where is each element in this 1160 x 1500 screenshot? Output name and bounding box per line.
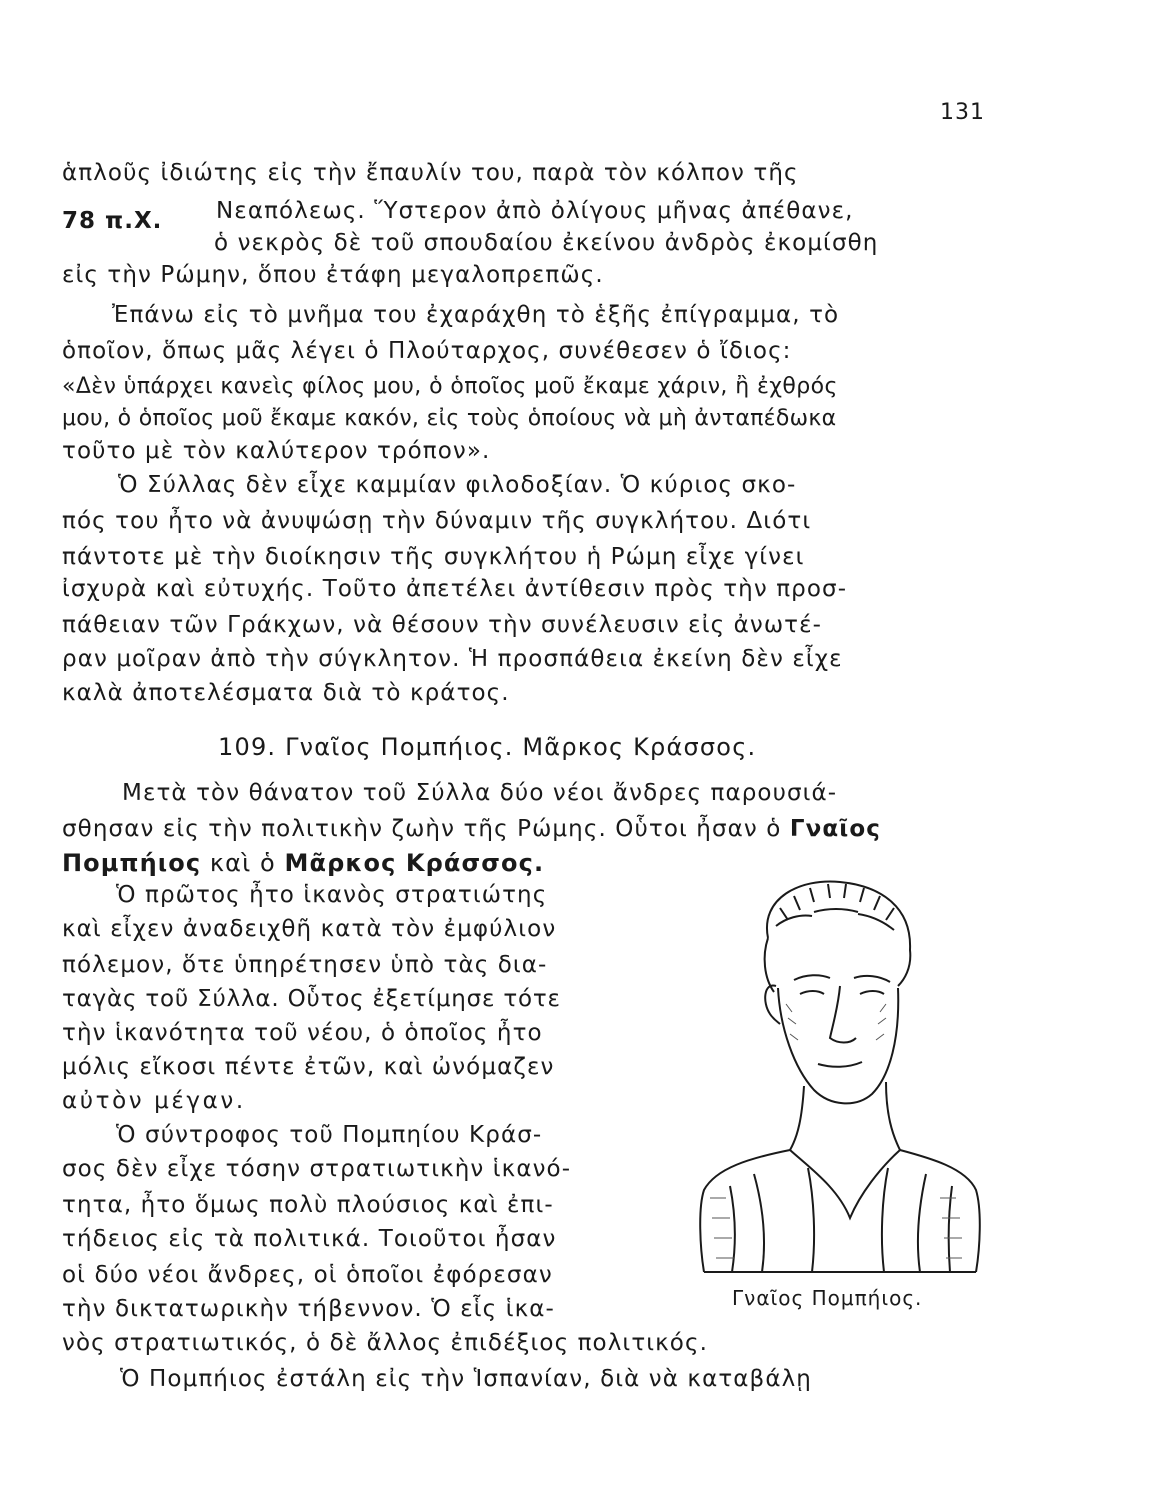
text-line: τὴν ἱκανότητα τοῦ νέου, ὁ ὁποῖος ἦτο [62, 1020, 543, 1046]
text-line: νὸς στρατιωτικός, ὁ δὲ ἄλλος ἐπιδέξιος πολιτικός. [62, 1330, 708, 1356]
text-line: Νεαπόλεως. Ὕστερον ἀπὸ ὀλίγους μῆνας ἀπέθανε, [216, 198, 854, 224]
text-line: οἱ δύο νέοι ἄνδρες, οἱ ὁποῖοι ἐφόρεσαν [62, 1262, 553, 1288]
text-line: τητα, ἦτο ὅμως πολὺ πλούσιος καὶ ἐπι- [62, 1192, 554, 1218]
text-line: μου, ὁ ὁποῖος μοῦ ἔκαμε κακόν, εἰς τοὺς ὁποίους νὰ μὴ ἀνταπέδωκα [62, 406, 837, 431]
text-line: τήδειος εἰς τὰ πολιτικά. Τοιοῦτοι ἦσαν [62, 1226, 557, 1252]
bold-name-pompeius: Πομπήιος [62, 849, 202, 877]
text-line: εἰς τὴν Ρώμην, ὅπου ἐτάφη μεγαλοπρεπῶς. [62, 262, 604, 288]
text-line: αὐτὸν μέγαν. [62, 1088, 246, 1114]
text-run: καὶ ὁ [201, 849, 285, 877]
text-line: ραν μοῖραν ἀπὸ τὴν σύγκλητον. Ἡ προσπάθεια ἐκείνη δὲν εἶχε [62, 646, 843, 672]
text-line: ταγὰς τοῦ Σύλλα. Οὗτος ἐξετίμησε τότε [62, 986, 561, 1012]
text-line [62, 814, 881, 844]
text-line: μόλις εἴκοσι πέντε ἐτῶν, καὶ ὠνόμαζεν [62, 1054, 555, 1080]
text-line: πόλεμον, ὅτε ὑπηρέτησεν ὑπὸ τὰς δια- [62, 952, 548, 978]
text-line: Ὁ πρῶτος ἦτο ἱκανὸς στρατιώτης [116, 882, 548, 908]
section-heading: 109. Γναῖος Πομπήιος. Μᾶρκος Κράσσος. [218, 733, 757, 761]
text-line: καλὰ ἀποτελέσματα διὰ τὸ κράτος. [62, 680, 510, 706]
text-line: τὴν δικτατωρικὴν τήβεννον. Ὁ εἷς ἱκα- [62, 1296, 555, 1322]
text-line: Μετὰ τὸν θάνατον τοῦ Σύλλα δύο νέοι ἄνδρες παρουσιά- [122, 780, 838, 806]
text-run: σθησαν εἰς τὴν πολιτικὴν ζωὴν τῆς Ρώμης. Οὗτοι ἦσαν ὁ [62, 816, 790, 842]
text-line: τοῦτο μὲ τὸν καλύτερον τρόπον». [62, 438, 491, 464]
text-line: πάθειαν τῶν Γράκχων, νὰ θέσουν τὴν συνέλευσιν εἰς ἀνωτέ- [62, 612, 823, 638]
text-line: Ὁ Σύλλας δὲν εἶχε καμμίαν φιλοδοξίαν. Ὁ κύριος σκο- [118, 472, 797, 498]
text-line: ὁποῖον, ὅπως μᾶς λέγει ὁ Πλούταρχος, συνέθεσεν ὁ ἴδιος: [62, 338, 792, 364]
text-line: πάντοτε μὲ τὴν διοίκησιν τῆς συγκλήτου ἡ Ρώμη εἶχε γίνει [62, 544, 805, 570]
bold-name-markos-krassos: Μᾶρκος Κράσσος. [284, 849, 545, 877]
text-line: καὶ εἶχεν ἀναδειχθῆ κατὰ τὸν ἐμφύλιον [62, 916, 557, 942]
figure-caption: Γναῖος Πομπήιος. [732, 1286, 923, 1310]
pompeius-bust-illustration [690, 868, 990, 1280]
text-line: Ἐπάνω εἰς τὸ μνῆμα του ἐχαράχθη τὸ ἑξῆς ἐπίγραμμα, τὸ [112, 302, 840, 328]
text-line: Ὁ σύντροφος τοῦ Πομπηίου Κράσ- [116, 1122, 543, 1148]
page-number: 131 [940, 100, 985, 125]
text-line: ἰσχυρὰ καὶ εὐτυχής. Τοῦτο ἀπετέλει ἀντίθεσιν πρὸς τὴν προσ- [62, 576, 848, 602]
text-line: ὁ νεκρὸς δὲ τοῦ σπουδαίου ἐκείνου ἀνδρὸς ἐκομίσθη [214, 230, 879, 256]
bold-name-gnaios: Γναῖος [789, 816, 881, 842]
text-line: «Δὲν ὑπάρχει κανεὶς φίλος μου, ὁ ὁποῖος μοῦ ἔκαμε χάριν, ἢ ἐχθρός [62, 374, 838, 399]
text-line [62, 848, 544, 878]
text-line: ἁπλοῦς ἰδιώτης εἰς τὴν ἔπαυλίν του, παρὰ τὸν κόλπον τῆς [62, 160, 799, 186]
text-line: σος δὲν εἶχε τόσην στρατιωτικὴν ἱκανό- [62, 1156, 572, 1182]
margin-date-note: 78 π.Χ. [62, 208, 163, 234]
text-line: πός του ἦτο νὰ ἀνυψώσῃ τὴν δύναμιν τῆς συγκλήτου. Διότι [62, 508, 812, 534]
text-line: Ὁ Πομπήιος ἐστάλη εἰς τὴν Ἱσπανίαν, διὰ νὰ καταβάλῃ [120, 1366, 812, 1392]
